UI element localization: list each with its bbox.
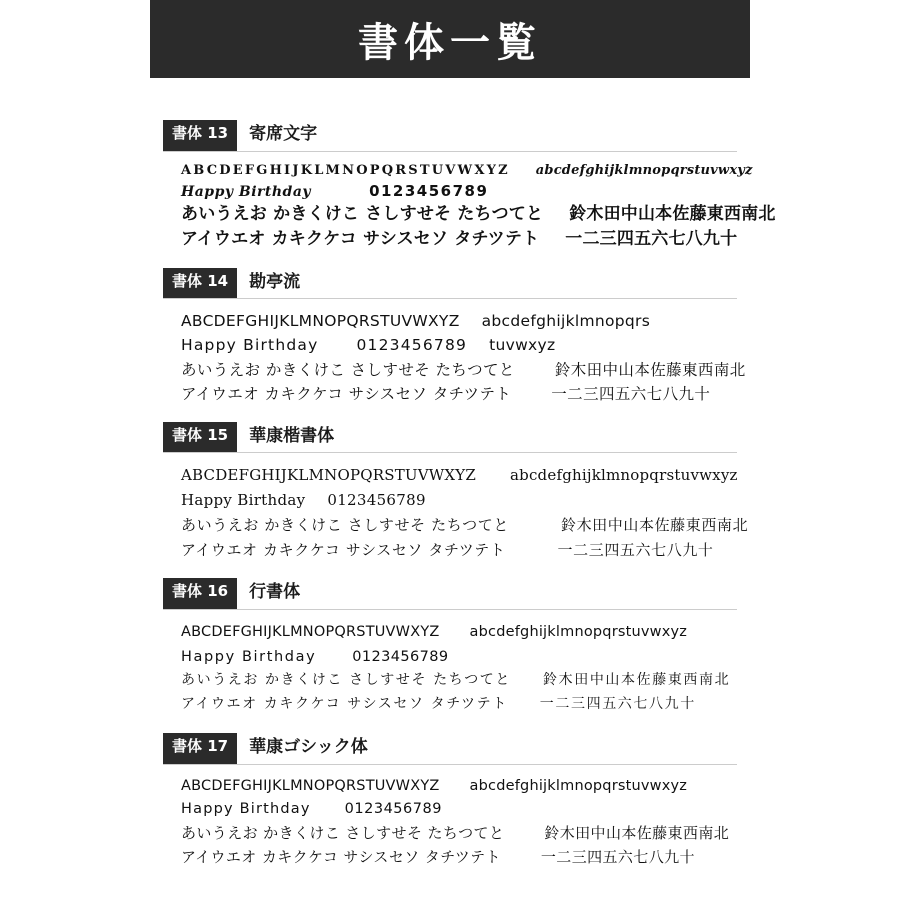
font-section-16 xyxy=(163,578,737,725)
font-section-13 xyxy=(163,120,776,260)
sample-hiragana: あいうえお かきくけこ さしすせそ たちつてと xyxy=(181,204,544,225)
sample-happy-birthday: Happy Birthday xyxy=(181,648,317,665)
font-section-14 xyxy=(163,268,746,414)
section-header xyxy=(163,578,737,610)
sample-kanji-numerals: 一二三四五六七八九十 xyxy=(557,540,714,559)
sample-hiragana: あいうえお かきくけこ さしすせそ たちつてと xyxy=(181,824,505,843)
sample-latin-lowercase-cont: tuvwxyz xyxy=(489,336,556,355)
font-section-17 xyxy=(163,733,737,877)
section-number-badge: 書体 17 xyxy=(163,733,237,764)
sample-latin-uppercase: ABCDEFGHIJKLMNOPQRSTUVWXYZ xyxy=(181,466,477,485)
font-sample-16 xyxy=(163,614,737,725)
section-font-name: 勘亭流 xyxy=(249,271,301,292)
sample-happy-birthday: Happy Birthday xyxy=(181,491,306,510)
sample-happy-birthday: Happy Birthday xyxy=(181,800,311,817)
sample-numbers: 0123456789 xyxy=(369,181,489,200)
sample-latin-uppercase: ABCDEFGHIJKLMNOPQRSTUVWXYZ xyxy=(181,312,460,331)
sample-latin-lowercase: abcdefghijklmnopqrstuvwxyz xyxy=(469,624,688,641)
sample-kanji: 鈴木田中山本佐藤東西南北 xyxy=(554,360,746,379)
font-sample-17 xyxy=(163,769,737,877)
sample-latin-uppercase: ABCDEFGHIJKLMNOPQRSTUVWXYZ xyxy=(181,624,440,641)
sample-numbers: 0123456789 xyxy=(327,491,426,510)
sample-numbers: 0123456789 xyxy=(352,648,449,665)
sample-kanji-numerals: 一二三四五六七八九十 xyxy=(539,696,696,713)
sample-hiragana: あいうえお かきくけこ さしすせそ たちつてと xyxy=(181,672,512,689)
section-font-name: 華康ゴシック体 xyxy=(249,737,368,757)
font-sample-15 xyxy=(163,457,749,570)
sample-numbers: 0123456789 xyxy=(344,800,442,817)
sample-katakana: アイウエオ カキクケコ サシスセソ タチツテト xyxy=(181,229,540,250)
sample-hiragana: あいうえお かきくけこ さしすせそ たちつてと xyxy=(181,360,515,379)
sample-latin-uppercase: ABCDEFGHIJKLMNOPQRSTUVWXYZ xyxy=(181,777,440,794)
sample-katakana: アイウエオ カキクケコ サシスセソ タチツテト xyxy=(181,540,506,559)
section-header xyxy=(163,733,737,765)
sample-latin-lowercase: abcdefghijklmnopqrstuvwxyz xyxy=(510,466,738,485)
sample-latin-lowercase: abcdefghijklmnopqrs xyxy=(481,312,651,331)
sample-kanji: 鈴木田中山本佐藤東西南北 xyxy=(560,515,749,534)
sample-kanji: 鈴木田中山本佐藤東西南北 xyxy=(543,672,731,689)
section-number-badge: 書体 16 xyxy=(163,578,237,609)
sample-kanji-numerals: 一二三四五六七八九十 xyxy=(540,848,695,867)
section-header xyxy=(163,422,737,454)
section-font-name: 行書体 xyxy=(249,582,301,603)
font-sample-13 xyxy=(163,156,776,260)
font-sample-14 xyxy=(163,303,746,413)
sample-happy-birthday: Happy Birthday xyxy=(181,183,312,200)
sample-kanji: 鈴木田中山本佐藤東西南北 xyxy=(544,824,730,843)
sample-latin-uppercase: ABCDEFGHIJKLMNOPQRSTUVWXYZ xyxy=(181,162,510,178)
sample-hiragana: あいうえお かきくけこ さしすせそ たちつてと xyxy=(181,515,509,534)
sample-kanji-numerals: 一二三四五六七八九十 xyxy=(551,384,711,403)
font-sections-container xyxy=(163,120,776,885)
sample-katakana: アイウエオ カキクケコ サシスセソ タチツテト xyxy=(181,696,508,713)
section-header xyxy=(163,120,737,152)
page-title: 書体一覧 xyxy=(358,19,542,66)
section-header xyxy=(163,268,737,300)
sample-kanji: 鈴木田中山本佐藤東西南北 xyxy=(569,204,776,225)
sample-katakana: アイウエオ カキクケコ サシスセソ タチツテト xyxy=(181,384,512,403)
sample-numbers: 0123456789 xyxy=(356,336,468,355)
section-number-badge: 書体 14 xyxy=(163,268,237,299)
sample-latin-lowercase: abcdefghijklmnopqrstuvwxyz xyxy=(469,777,688,794)
section-number-badge: 書体 15 xyxy=(163,422,237,453)
sample-latin-lowercase: abcdefghijklmnopqrstuvwxyz xyxy=(535,162,753,178)
section-font-name: 寄席文字 xyxy=(249,124,318,144)
font-section-15 xyxy=(163,422,749,571)
sample-kanji-numerals: 一二三四五六七八九十 xyxy=(565,229,738,250)
sample-happy-birthday: Happy Birthday xyxy=(181,336,319,355)
section-number-badge: 書体 13 xyxy=(163,120,237,151)
page-header-banner xyxy=(150,0,750,78)
sample-katakana: アイウエオ カキクケコ サシスセソ タチツテト xyxy=(181,848,501,867)
section-font-name: 華康楷書体 xyxy=(249,425,335,446)
